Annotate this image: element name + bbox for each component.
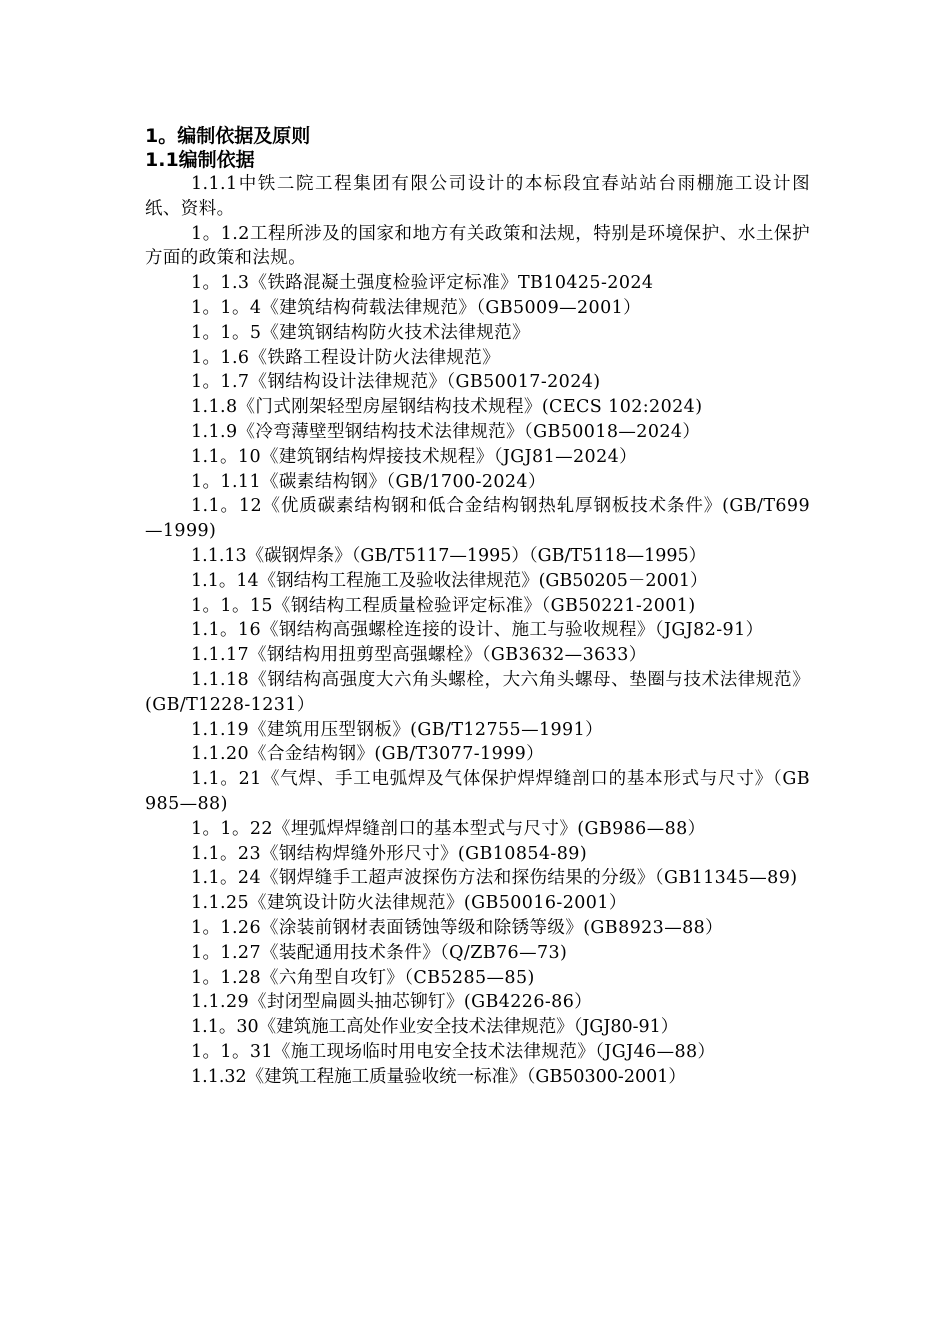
reference-item: 1。1.26《涂装前钢材表面锈蚀等级和除锈等级》(GB8923—88） — [191, 917, 724, 938]
reference-item: 1.1。16《钢结构高强螺栓连接的设计、施工与验收规程》（JGJ82-91） — [191, 620, 764, 641]
reference-item: 1.1.20《合金结构钢》(GB/T3077-1999） — [191, 744, 545, 765]
reference-item: 1.1.25《建筑设计防火法律规范》(GB50016-2001） — [191, 893, 627, 914]
reference-item: 1。1。22《埋弧焊焊缝剖口的基本型式与尺寸》(GB986—88） — [191, 818, 706, 839]
reference-item: 1.1.9《冷弯薄壁型钢结构技术法律规范》（GB50018—2024） — [191, 421, 701, 442]
reference-item: 1。1。31《施工现场临时用电安全技术法律规范》（JGJ46—88） — [191, 1041, 716, 1062]
reference-item: 1.1。21《气焊、手工电弧焊及气体保护焊焊缝剖口的基本形式与尺寸》（GB985—88) — [145, 769, 810, 814]
reference-item: 1.1.32《建筑工程施工质量验收统一标准》（GB50300-2001） — [191, 1066, 686, 1087]
reference-item: 1.1.18《钢结构高强度大六角头螺栓，大六角头螺母、垫圈与技术法律规范》(GB/T1228-1231） — [145, 669, 810, 715]
subsection-heading: 1.1编制依据 — [145, 149, 255, 171]
reference-item: 1。1.11《碳素结构钢》（GB/1700-2024） — [191, 471, 546, 492]
reference-item: 1.1。14《钢结构工程施工及验收法律规范》(GB50205－2001） — [191, 570, 708, 591]
reference-item: 1.1。23《钢结构焊缝外形尺寸》(GB10854-89) — [191, 843, 588, 864]
reference-item: 1。1.2工程所涉及的国家和地方有关政策和法规，特别是环境保护、水土保护方面的政策和法规。 — [145, 223, 810, 269]
document-page — [145, 122, 810, 1089]
reference-item: 1.1。24《钢焊缝手工超声波探伤方法和探伤结果的分级》（GB11345—89) — [191, 868, 798, 889]
reference-item: 1。1.27《装配通用技术条件》（Q/ZB76—73) — [191, 942, 568, 963]
reference-item: 1.1。10《建筑钢结构焊接技术规程》（JGJ81—2024） — [191, 446, 638, 467]
reference-item: 1.1.19《建筑用压型钢板》(GB/T12755—1991） — [191, 719, 604, 740]
reference-item: 1。1.28《六角型自攻钉》（CB5285—85) — [191, 967, 535, 988]
reference-item: 1.1.8《门式刚架轻型房屋钢结构技术规程》(CECS 102:2024) — [191, 397, 703, 418]
reference-item: 1.1。12《优质碳素结构钢和低合金结构钢热轧厚钢板技术条件》(GB/T699—1999) — [145, 496, 810, 542]
reference-item: 1.1.17《钢结构用扭剪型高强螺栓》（GB3632—3633） — [191, 645, 647, 666]
section-heading: 1。编制依据及原则 — [145, 125, 311, 147]
reference-item: 1.1.13《碳钢焊条》（GB/T5117—1995）（GB/T5118—1995） — [191, 545, 707, 566]
reference-item: 1。1。5《建筑钢结构防火技术法律规范》 — [191, 322, 530, 343]
reference-item: 1。1.3《铁路混凝土强度检验评定标准》TB10425-2024 — [191, 273, 654, 294]
reference-list — [145, 172, 810, 1089]
reference-item: 1.1.1中铁二院工程集团有限公司设计的本标段宜春站站台雨棚施工设计图纸、资料。 — [145, 174, 810, 219]
reference-item: 1。1。4《建筑结构荷载法律规范》（GB5009—2001） — [191, 297, 642, 318]
reference-item: 1。1.7《钢结构设计法律规范》（GB50017-2024) — [191, 372, 601, 393]
reference-item: 1。1.6《铁路工程设计防火法律规范》 — [191, 347, 501, 368]
reference-item: 1.1。30《建筑施工高处作业安全技术法律规范》（JGJ80-91） — [191, 1017, 679, 1038]
reference-item: 1.1.29《封闭型扁圆头抽芯铆钉》(GB4226-86） — [191, 992, 593, 1013]
reference-item: 1。1。15《钢结构工程质量检验评定标准》（GB50221-2001) — [191, 595, 696, 616]
